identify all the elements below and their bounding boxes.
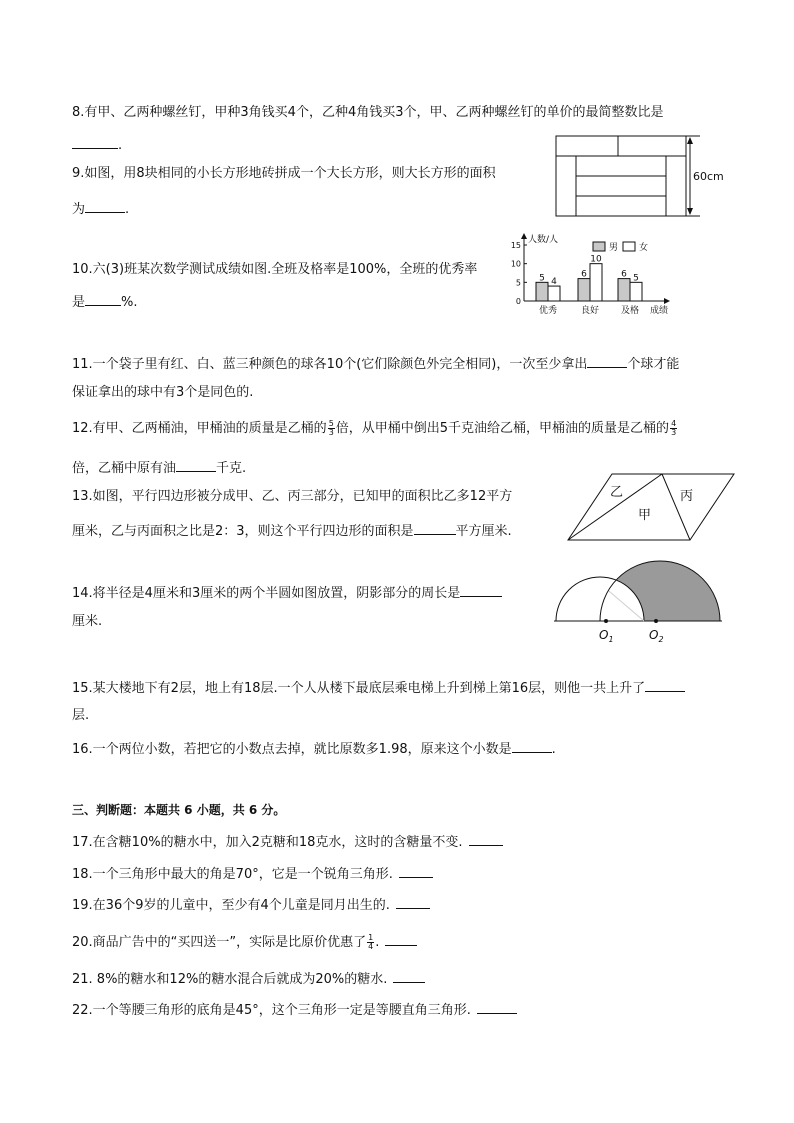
question-8-line1 bbox=[72, 104, 664, 122]
question-9-end: . bbox=[125, 202, 130, 217]
question-11-text: 11.一个袋子里有红、白、蓝三种颜色的球各10个(它们除颜色外完全相同)，一次至少拿出 bbox=[72, 357, 588, 372]
question-17-text: 17.在含糖10%的糖水中，加入2克糖和18克水，这时的含糖量不变. bbox=[72, 835, 463, 850]
fraction-5-3 bbox=[328, 420, 335, 437]
judgment-blank-19[interactable] bbox=[396, 894, 430, 909]
question-12-end: 千克. bbox=[216, 461, 247, 476]
question-22-line bbox=[72, 999, 517, 1020]
question-12-mid: 倍，从甲桶中倒出5千克油给乙桶，甲桶油的质量是乙桶的 bbox=[335, 421, 670, 436]
question-11-line2 bbox=[72, 384, 253, 402]
y-axis-label: 人数/人 bbox=[528, 235, 559, 245]
fraction-denominator: 4 bbox=[368, 942, 374, 951]
y-tick-label: 0 bbox=[515, 297, 521, 306]
answer-blank-14[interactable] bbox=[460, 582, 502, 597]
bar bbox=[630, 282, 642, 301]
question-15-end: 层. bbox=[72, 708, 90, 723]
fraction-1-4 bbox=[367, 934, 374, 951]
category-label: 良好 bbox=[580, 306, 600, 316]
question-22-text: 22.一个等腰三角形的底角是45°，这个三角形一定是等腰直角三角形. bbox=[72, 1003, 471, 1018]
question-18-text: 18.一个三角形中最大的角是70°，它是一个锐角三角形. bbox=[72, 867, 393, 882]
center-o2 bbox=[654, 619, 658, 623]
question-8-text: 8.有甲、乙两种螺丝钉，甲种3角钱买4个，乙种4角钱买3个，甲、乙两种螺丝钉的单价的最简整数比是 bbox=[72, 105, 664, 120]
bar-value-label: 5 bbox=[633, 273, 639, 284]
question-11-line1 bbox=[72, 353, 679, 374]
bar-value-label: 10 bbox=[590, 254, 602, 265]
judgment-blank-20[interactable] bbox=[385, 931, 417, 946]
question-20-text: 20.商品广告中的“买四送一”，实际是比原价优惠了 bbox=[72, 935, 367, 950]
judgment-blank-21[interactable] bbox=[393, 968, 425, 983]
judgment-blank-18[interactable] bbox=[399, 863, 433, 878]
bar bbox=[578, 279, 590, 301]
dimension-arrow-up bbox=[687, 137, 693, 144]
dimension-label: 60cm bbox=[693, 170, 724, 183]
question-19-line bbox=[72, 894, 430, 915]
fraction-numerator: 5 bbox=[328, 419, 334, 428]
question-13-line1 bbox=[72, 488, 512, 506]
question-12-line2 bbox=[72, 457, 246, 478]
legend-swatch bbox=[593, 242, 605, 251]
answer-blank-9[interactable] bbox=[85, 198, 125, 213]
question-11-mid: 个球才能 bbox=[627, 357, 680, 372]
answer-blank-15[interactable] bbox=[645, 677, 685, 692]
question-10-text: 10.六(3)班某次数学测试成绩如图.全班及格率是100%，全班的优秀率 bbox=[72, 262, 478, 277]
bar bbox=[590, 264, 602, 301]
section-3-heading bbox=[72, 801, 285, 819]
bar-value-label: 4 bbox=[551, 277, 557, 288]
legend-label: 男 bbox=[609, 243, 619, 253]
label-o1: $O_1$ bbox=[599, 628, 614, 644]
question-15-text: 15.某大楼地下有2层，地上有18层.一个人从楼下最底层乘电梯上升到梯上第16层，则他一共上升了 bbox=[72, 681, 646, 696]
answer-blank-16[interactable] bbox=[512, 738, 552, 753]
question-14-end: 厘米. bbox=[72, 614, 103, 629]
judgment-blank-17[interactable] bbox=[469, 831, 503, 846]
fraction-denominator: 3 bbox=[328, 428, 334, 437]
question-9-line1 bbox=[72, 165, 496, 183]
category-label: 及格 bbox=[620, 306, 640, 316]
question-13-line2 bbox=[72, 520, 512, 541]
bar bbox=[618, 279, 630, 301]
category-label: 优秀 bbox=[538, 306, 558, 316]
region-label-jia: 甲 bbox=[638, 508, 652, 523]
question-12-text: 12.有甲、乙两桶油，甲桶油的质量是乙桶的 bbox=[72, 421, 327, 436]
question-20-line bbox=[72, 931, 417, 952]
question-10-line1 bbox=[72, 261, 477, 279]
tile-rectangle-figure bbox=[552, 130, 730, 222]
parallelogram-figure bbox=[560, 470, 740, 544]
y-tick-label: 15 bbox=[510, 241, 521, 250]
question-17-line bbox=[72, 831, 503, 852]
y-tick-label: 10 bbox=[510, 259, 521, 269]
fraction-numerator: 1 bbox=[368, 933, 374, 942]
question-15-line1 bbox=[72, 677, 685, 698]
question-16-line bbox=[72, 738, 556, 759]
question-8-line2 bbox=[72, 134, 122, 155]
answer-blank-11[interactable] bbox=[587, 353, 627, 368]
question-10-prefix: 是 bbox=[72, 295, 86, 310]
question-8-end: . bbox=[118, 138, 123, 153]
answer-blank-10[interactable] bbox=[85, 291, 121, 306]
semicircles-figure bbox=[550, 555, 726, 651]
question-13-text: 13.如图，平行四边形被分成甲、乙、丙三部分，已知甲的面积比乙多12平方 bbox=[72, 489, 513, 504]
fraction-numerator: 4 bbox=[671, 419, 677, 428]
x-axis-arrow bbox=[664, 298, 670, 304]
y-tick-label: 5 bbox=[515, 278, 521, 288]
question-15-line2 bbox=[72, 707, 89, 725]
legend-swatch bbox=[623, 242, 635, 251]
question-11-end: 保证拿出的球中有3个是同色的. bbox=[72, 385, 254, 400]
question-14-line2 bbox=[72, 613, 102, 631]
divider-line bbox=[662, 474, 690, 540]
bar-value-label: 6 bbox=[621, 269, 627, 280]
answer-blank-12[interactable] bbox=[176, 457, 216, 472]
bar bbox=[536, 282, 548, 301]
judgment-blank-22[interactable] bbox=[477, 999, 517, 1014]
question-20-end: . bbox=[375, 935, 380, 950]
bar-value-label: 6 bbox=[581, 269, 587, 280]
fraction-4-3 bbox=[670, 420, 677, 437]
question-13-mid: 厘米，乙与丙面积之比是2：3，则这个平行四边形的面积是 bbox=[72, 524, 414, 539]
region-label-yi: 乙 bbox=[610, 485, 624, 500]
question-9-line2 bbox=[72, 198, 129, 219]
question-21-text: 21. 8%的糖水和12%的糖水混合后就成为20%的糖水. bbox=[72, 972, 388, 987]
question-14-line1 bbox=[72, 582, 502, 603]
question-14-text: 14.将半径是4厘米和3厘米的两个半圆如图放置，阴影部分的周长是 bbox=[72, 586, 461, 601]
x-axis-label: 成绩 bbox=[649, 306, 668, 316]
question-19-text: 19.在36个9岁的儿童中，至少有4个儿童是同月出生的. bbox=[72, 898, 390, 913]
dimension-arrow-down bbox=[687, 208, 693, 215]
question-16-end: . bbox=[551, 742, 556, 757]
label-o2: $O_2$ bbox=[649, 628, 664, 644]
bar-value-label: 5 bbox=[539, 273, 545, 284]
question-9-prefix: 为 bbox=[72, 202, 86, 217]
bar bbox=[548, 286, 560, 301]
question-10-line2 bbox=[72, 291, 138, 312]
diagonal-line bbox=[568, 474, 662, 540]
score-bar-chart bbox=[508, 228, 698, 320]
question-9-text: 9.如图，用8块相同的小长方形地砖拼成一个大长方形，则大长方形的面积 bbox=[72, 166, 496, 181]
center-o1 bbox=[604, 619, 608, 623]
question-18-line bbox=[72, 863, 433, 884]
parallelogram bbox=[568, 474, 734, 540]
question-21-line bbox=[72, 968, 425, 989]
answer-blank-8[interactable] bbox=[72, 134, 118, 149]
question-13-end: 平方厘米. bbox=[455, 524, 512, 539]
question-12-mid2: 倍，乙桶中原有油 bbox=[72, 461, 177, 476]
y-axis-arrow bbox=[521, 233, 527, 239]
question-10-end: %. bbox=[121, 295, 138, 310]
question-16-text: 16.一个两位小数，若把它的小数点去掉，就比原数多1.98，原来这个小数是 bbox=[72, 742, 512, 757]
question-12-line1 bbox=[72, 420, 678, 438]
section-3-title: 三、判断题：本题共 6 小题，共 6 分。 bbox=[72, 803, 286, 817]
region-label-bing: 丙 bbox=[680, 489, 694, 504]
legend-label: 女 bbox=[639, 243, 649, 253]
fraction-denominator: 3 bbox=[671, 428, 677, 437]
answer-blank-13[interactable] bbox=[414, 520, 456, 535]
